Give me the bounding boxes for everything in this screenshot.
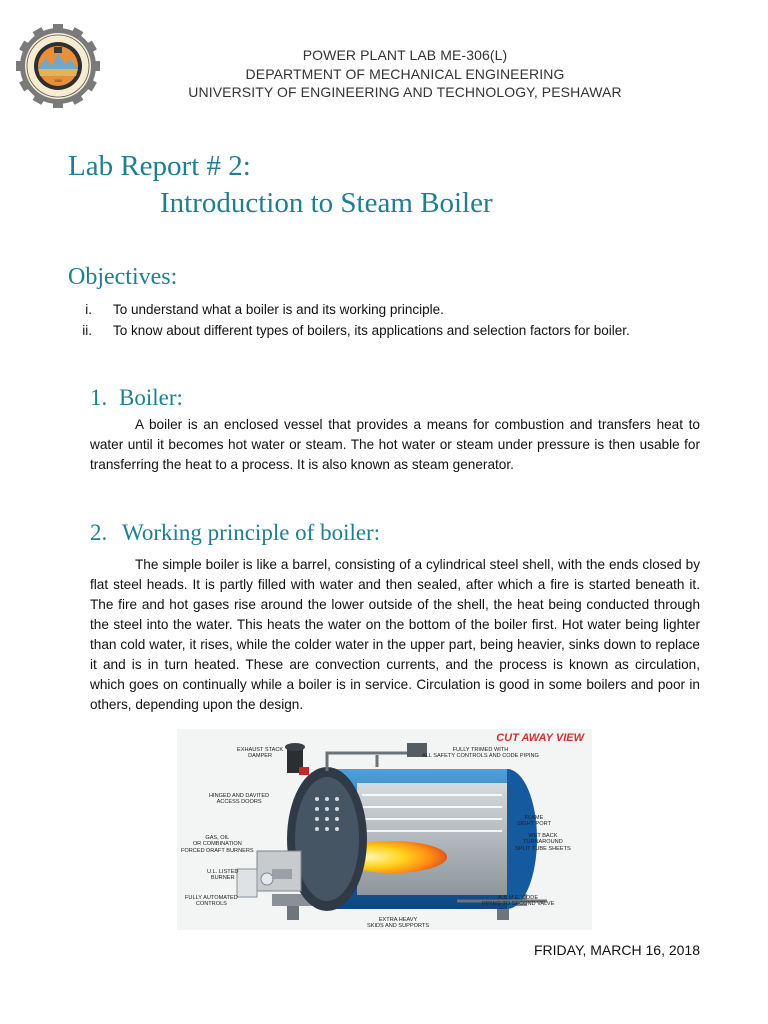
section-1-heading <box>90 385 183 411</box>
header-line-department: DEPARTMENT OF MECHANICAL ENGINEERING <box>245 66 565 82</box>
boiler-cutaway-figure <box>177 729 592 930</box>
figure-callout-label: GAS, OIL OR COMBINATION FORCED DRAFT BURNERS <box>181 835 254 854</box>
figure-callout-label: EXTRA HEAVY SKIDS AND SUPPORTS <box>367 917 430 930</box>
figure-callout-label: FLAME SIGHT PORT <box>517 815 551 828</box>
header-line-university: UNIVERSITY OF ENGINEERING AND TECHNOLOGY, PESHAWAR <box>188 84 622 100</box>
objective-text: To understand what a boiler is and its working principle. <box>113 302 444 317</box>
section-title: Working principle of boiler: <box>122 520 381 545</box>
objective-marker: ii. <box>82 323 92 338</box>
header-line-course: POWER PLANT LAB ME-306(L) <box>302 47 508 63</box>
report-title-line2: Introduction to Steam Boiler <box>160 187 493 219</box>
objective-marker: i. <box>85 302 92 317</box>
figure-callout-label: WET BACK TURNAROUND SPLIT TUBE SHEETS <box>515 833 571 852</box>
figure-callout-label: FULLY AUTOMATED CONTROLS <box>185 895 238 908</box>
section-1-paragraph: A boiler is an enclosed vessel that provides a means for combustion and transfers heat to water until it becomes hot water or steam. The hot water or steam under pressure is then usable for transferring the heat to a process. It is also known as steam generator. <box>90 417 700 472</box>
objectives-heading: Objectives: <box>68 264 178 290</box>
section-2-paragraph: The simple boiler is like a barrel, consisting of a cylindrical steel shell, with the ends closed by flat steel heads. It is partly filled with water and then sealed, after which a fire is started beneath it. The fire and hot gases rise around the lower outside of the shell, the heat being conducted through the steel into the water. This heats the water on the bottom of the boiler first. Hot water being lighter than cold water, it rises, while the colder water in the upper part, being heavier, sinks down to replace it and is in turn heated. These are convection currents, and the process is known as circulation, which goes on continually while a boiler is in service. Circulation is good in some boilers and poor in others, depending upon the design. <box>90 557 700 712</box>
report-title-line1: Lab Report # 2: <box>68 150 251 182</box>
figure-callout-label: HINGED AND DAVITED ACCESS DOORS <box>209 793 270 806</box>
section-2-heading <box>90 520 380 546</box>
objective-item <box>62 302 722 323</box>
section-number: 1. <box>90 385 108 410</box>
figure-callout-label: A.S.M.E. CODE PIPING TO SECOND VALVE <box>482 895 555 908</box>
cutaway-view-label: CUT AWAY VIEW <box>496 732 584 744</box>
section-title: Boiler: <box>119 385 183 410</box>
figure-callout-label: EXHAUST STACK DAMPER <box>237 747 284 760</box>
section-number: 2. <box>90 520 108 545</box>
figure-callout-label: U.L. LISTED BURNER <box>207 869 239 882</box>
svg-text:1980: 1980 <box>54 79 62 83</box>
objectives-list <box>62 302 722 344</box>
figure-callout-label: FULLY TRIMED WITH ALL SAFETY CONTROLS AND CODE PIPING <box>422 747 539 760</box>
report-date: FRIDAY, MARCH 16, 2018 <box>534 942 700 958</box>
objective-item <box>62 323 722 344</box>
university-crest-icon <box>16 24 100 108</box>
objective-text: To know about different types of boilers, its applications and selection factors for boiler. <box>113 323 630 338</box>
